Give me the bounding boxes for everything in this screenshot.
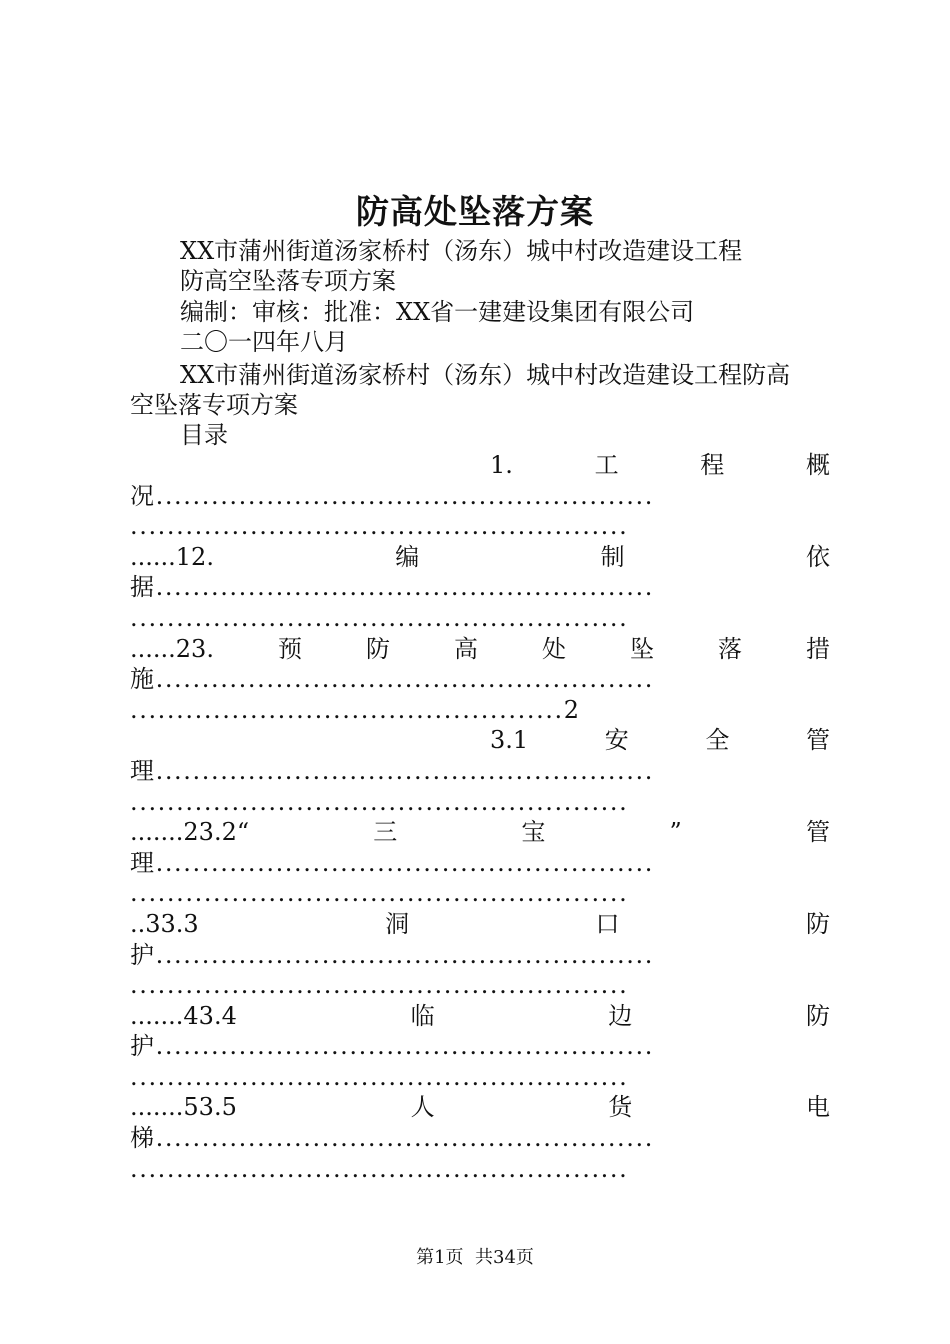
toc-line: [130, 542, 830, 573]
toc-text: 管: [806, 726, 830, 755]
header-line-date: 二〇一四年八月: [180, 328, 348, 356]
toc-text: ......................................................: [130, 512, 629, 541]
toc-line: [130, 603, 830, 634]
toc-line: [130, 1031, 830, 1062]
header-line-signoff: 编制：审核：批准：XX省一建建设集团有限公司: [180, 298, 695, 326]
document-title: 防高处坠落方案: [356, 192, 594, 231]
toc-line: [130, 572, 830, 603]
toc-text: 1.: [490, 451, 513, 479]
toc-text: 高: [453, 634, 478, 663]
toc-line: [130, 848, 830, 879]
toc-text: ......................................................: [130, 603, 629, 632]
header-line-project: XX市蒲州街道汤家桥村（汤东）城中村改造建设工程: [180, 237, 743, 265]
toc-text: 概: [805, 451, 830, 479]
toc-line: [130, 695, 830, 726]
toc-line: [130, 664, 830, 695]
toc-text: 况......................................................: [130, 481, 654, 510]
toc-text: 依: [805, 542, 830, 571]
toc-text: ......................................................: [130, 1154, 629, 1183]
toc-line: [130, 511, 830, 542]
toc-line: [130, 909, 830, 940]
toc-text: 据......................................................: [130, 573, 654, 602]
subtitle-line-1: XX市蒲州街道汤家桥村（汤东）城中村改造建设工程防高: [180, 361, 791, 389]
toc-text: 边: [608, 1001, 633, 1030]
toc-line: [130, 878, 830, 909]
toc-line: [130, 817, 830, 848]
toc-text: ......................................................: [130, 787, 629, 816]
toc-text: 预: [277, 634, 302, 663]
toc-text: 梯......................................................: [130, 1124, 654, 1153]
header-line-plan: 防高空坠落专项方案: [180, 267, 396, 295]
toc-line: [130, 970, 830, 1001]
toc-line: [130, 1001, 830, 1032]
toc-text: ......................................................: [130, 971, 629, 1000]
toc-line: [130, 450, 830, 481]
toc-text: ...............................................2: [130, 695, 581, 724]
toc-text: 宝: [521, 818, 546, 847]
page-footer: 第1页 共34页: [416, 1247, 534, 1268]
toc-text: 管: [805, 818, 830, 847]
toc-text: 口: [595, 909, 620, 938]
toc-text: 防: [806, 1001, 830, 1030]
toc-line: [130, 756, 830, 787]
toc-text: 施......................................................: [130, 665, 654, 694]
toc-text: ......................................................: [130, 1062, 629, 1091]
toc-text: 电: [806, 1093, 830, 1122]
toc-line: [130, 634, 830, 665]
toc-text: ......................................................: [130, 879, 629, 908]
toc-text: .......53.5: [130, 1093, 237, 1122]
toc-line: [130, 940, 830, 971]
toc-text: 人: [410, 1093, 435, 1122]
toc-text: 3.1: [490, 726, 529, 755]
toc-text: 程: [700, 451, 725, 479]
toc-text: .......23.2“: [130, 818, 250, 847]
toc-line: [130, 1062, 830, 1093]
toc-text: 护......................................................: [130, 940, 654, 969]
toc-text: ”: [669, 818, 682, 847]
toc-text: ..33.3: [130, 909, 199, 938]
toc-text: ......12.: [130, 542, 214, 571]
toc-text: 措: [805, 634, 830, 663]
toc-text: .......43.4: [130, 1001, 237, 1030]
toc-text: 落: [717, 634, 742, 663]
toc-text: 护......................................................: [130, 1032, 654, 1061]
toc-line: [130, 787, 830, 818]
toc-text: 临: [410, 1001, 435, 1030]
toc-text: 防: [805, 909, 830, 938]
toc-line: [130, 1154, 830, 1185]
subtitle-line-2: 空坠落专项方案: [130, 391, 298, 419]
toc-heading: 目录: [180, 421, 228, 449]
toc-text: 编: [395, 542, 420, 571]
toc-text: 洞: [385, 909, 410, 938]
toc-line: [130, 481, 830, 512]
toc-text: 理......................................................: [130, 756, 654, 785]
toc-text: 防: [365, 634, 390, 663]
toc-line: [130, 1123, 830, 1154]
table-of-contents: [130, 450, 830, 1184]
toc-text: 理......................................................: [130, 848, 654, 877]
toc-text: 工: [594, 451, 619, 479]
toc-line: [130, 725, 830, 756]
toc-text: 制: [600, 542, 625, 571]
toc-text: 全: [705, 726, 730, 755]
toc-text: ......23.: [130, 634, 214, 663]
toc-text: 三: [373, 818, 398, 847]
toc-text: 坠: [629, 634, 654, 663]
toc-text: 货: [608, 1093, 633, 1122]
toc-text: 处: [541, 634, 566, 663]
toc-text: 安: [604, 726, 629, 755]
toc-line: [130, 1092, 830, 1123]
